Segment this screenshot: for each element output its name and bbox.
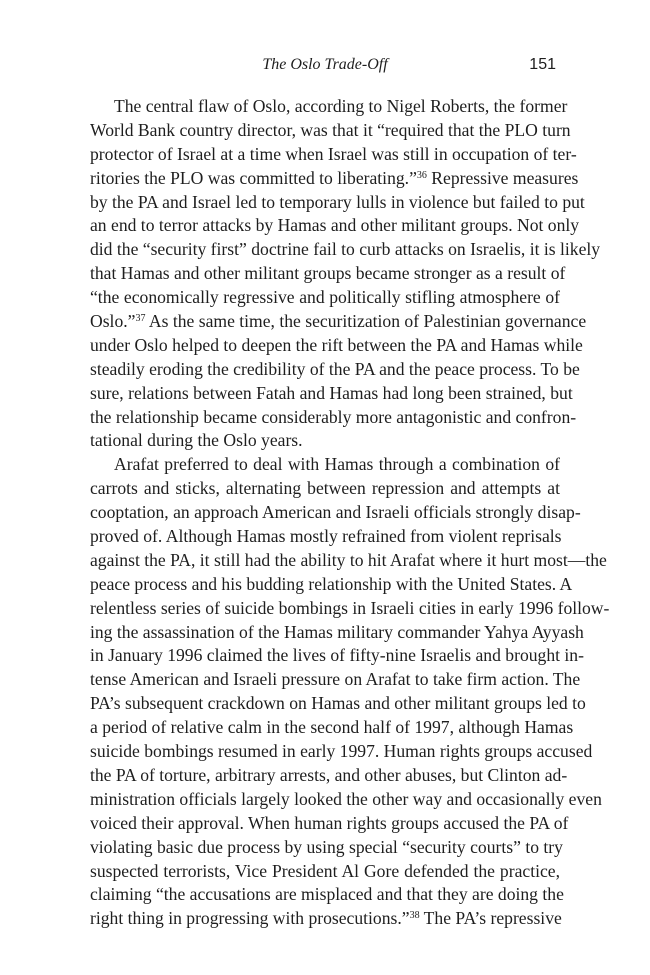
text-line: PA’s subsequent crackdown on Hamas and other militant groups led to <box>90 693 586 714</box>
text-line: the relationship became considerably more antagonistic and confron- <box>90 406 577 427</box>
text-line: a period of relative calm in the second half of 1997, although Hamas <box>90 717 574 738</box>
footnote-marker: 36 <box>416 169 427 181</box>
text-line: proved of. Although Hamas mostly refrained from violent reprisals <box>90 526 562 547</box>
text-line: against the PA, it still had the ability to hit Arafat where it hurt most—the <box>90 549 607 570</box>
text-line: Oslo.”$^{37}$ As the same time, the securitization of Palestinian governance <box>90 311 587 332</box>
text-line: Arafat preferred to deal with Hamas through a combination of <box>114 454 560 475</box>
running-title: The Oslo Trade-Off <box>262 56 388 73</box>
footnote-marker: 38 <box>409 910 420 922</box>
page-number: 151 <box>529 56 556 73</box>
text-line: sure, relations between Fatah and Hamas had long been strained, but <box>90 382 573 403</box>
text-line: World Bank country director, was that it “required that the PLO turn <box>90 119 571 140</box>
text-line: steadily eroding the credibility of the PA and the peace process. To be <box>90 358 580 379</box>
paragraph <box>90 95 601 453</box>
text-line: tense American and Israeli pressure on Arafat to take firm action. The <box>90 669 581 690</box>
body-text <box>90 95 610 931</box>
text-line: that Hamas and other militant groups became stronger as a result of <box>90 263 566 284</box>
text-line: did the “security first” doctrine fail to curb attacks on Israelis, it is likely <box>90 239 601 260</box>
running-head <box>0 54 650 80</box>
text-line: carrots and sticks, alternating between repression and attempts at <box>90 478 560 499</box>
text-line: violating basic due process by using special “security courts” to try <box>90 836 563 857</box>
text-line: relentless series of suicide bombings in Israeli cities in early 1996 follow- <box>90 597 610 618</box>
text-line: protector of Israel at a time when Israel was still in occupation of ter- <box>90 143 577 164</box>
text-line: in January 1996 claimed the lives of fifty-nine Israelis and brought in- <box>90 645 584 666</box>
text-line: ritories the PLO was committed to liberating.”$^{36}$ Repressive measures <box>90 167 579 188</box>
text-line: peace process and his budding relationship with the United States. A <box>90 573 573 594</box>
text-line: claiming “the accusations are misplaced and that they are doing the <box>90 884 564 905</box>
paragraph <box>90 453 610 931</box>
text-line: suicide bombings resumed in early 1997. Human rights groups accused <box>90 741 593 762</box>
text-line: the PA of torture, arbitrary arrests, and other abuses, but Clinton ad- <box>90 764 568 785</box>
text-line: right thing in progressing with prosecutions.”$^{38}$ The PA’s repressive <box>90 908 562 929</box>
text-line: “the economically regressive and politically stifling atmosphere of <box>90 287 560 308</box>
text-line: ministration officials largely looked the other way and occasionally even <box>90 788 602 809</box>
text-line: cooptation, an approach American and Israeli officials strongly disap- <box>90 502 581 523</box>
text-line: suspected terrorists, Vice President Al Gore defended the practice, <box>90 860 560 881</box>
text-line: ing the assassination of the Hamas military commander Yahya Ayyash <box>90 621 584 642</box>
text-line: an end to terror attacks by Hamas and other militant groups. Not only <box>90 215 580 236</box>
text-line: The central flaw of Oslo, according to Nigel Roberts, the former <box>114 96 568 116</box>
text-line: tational during the Oslo years. <box>90 430 303 451</box>
footnote-marker: 37 <box>135 313 146 325</box>
text-line: under Oslo helped to deepen the rift between the PA and Hamas while <box>90 334 583 355</box>
text-line: by the PA and Israel led to temporary lulls in violence but failed to put <box>90 191 585 212</box>
text-line: voiced their approval. When human rights groups accused the PA of <box>90 812 569 833</box>
